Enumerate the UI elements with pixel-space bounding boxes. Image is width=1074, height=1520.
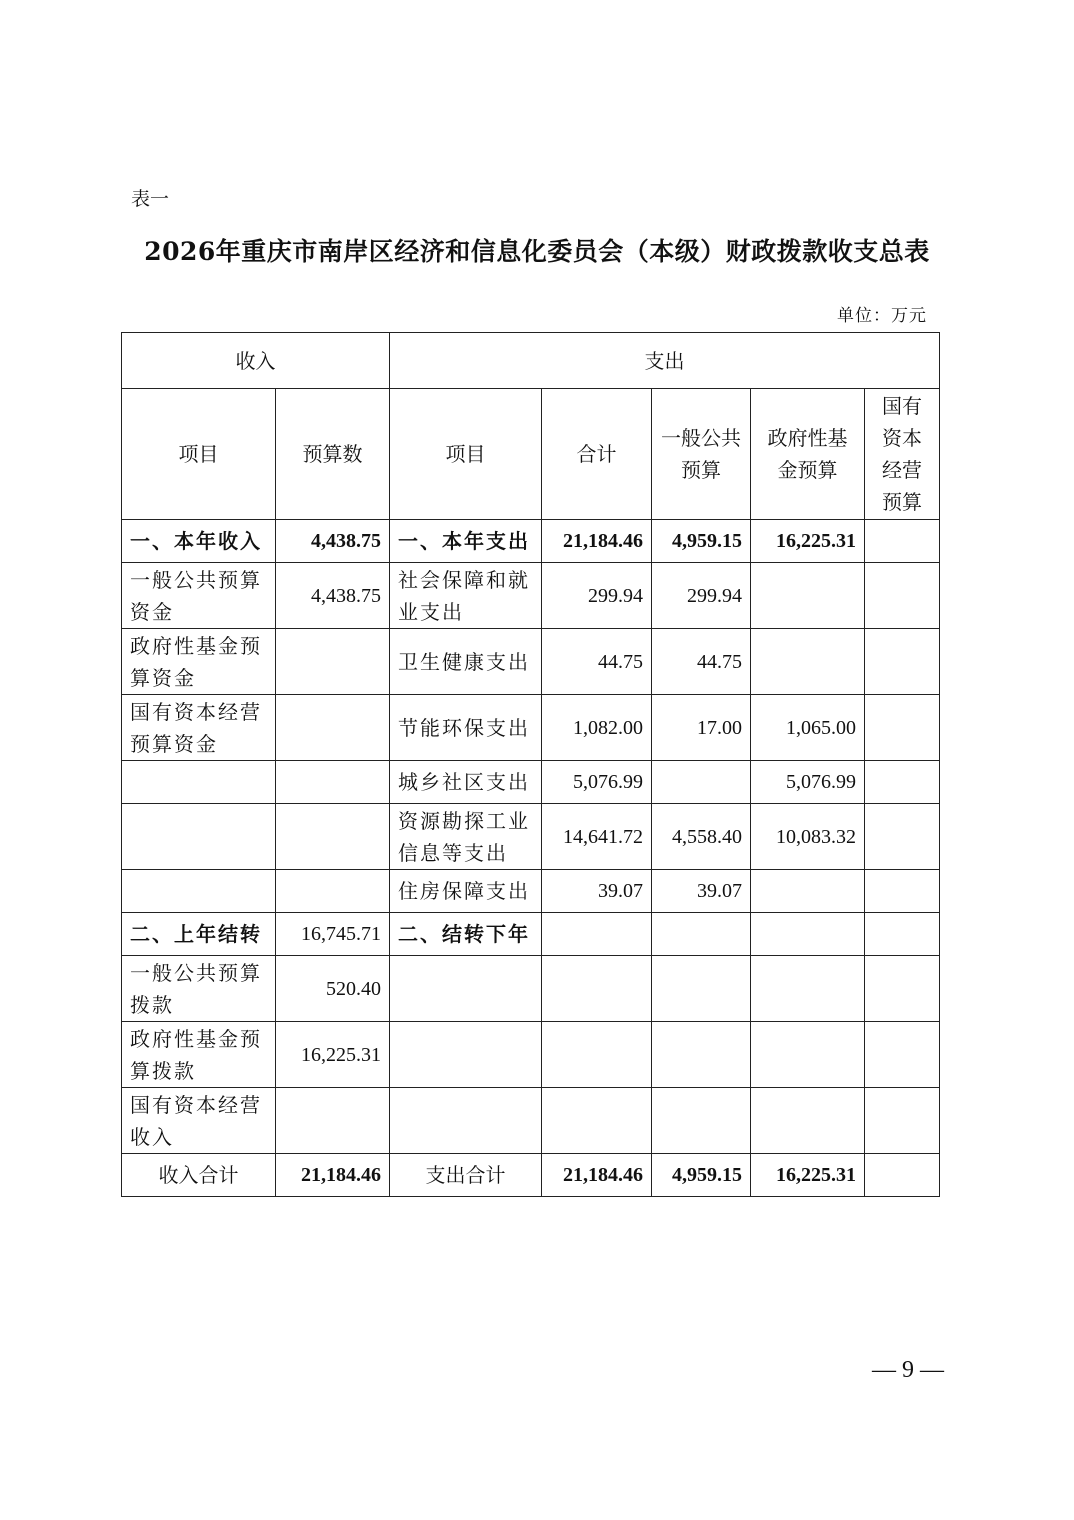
expense-item: [390, 1022, 542, 1088]
table-row: [122, 695, 940, 761]
expense-fund: 10,083.32: [751, 804, 865, 870]
income-value: [276, 761, 390, 804]
expense-fund: [751, 629, 865, 695]
income-item: 一般公共预算拨款: [122, 956, 276, 1022]
header-capital-budget: 国有资本经营预算: [865, 389, 940, 520]
table-row: [122, 629, 940, 695]
expense-capital: [865, 761, 940, 804]
expense-general: [652, 1088, 751, 1154]
expense-fund: [751, 956, 865, 1022]
income-item: [122, 870, 276, 913]
table-row: [122, 761, 940, 804]
expense-total-label: 支出合计: [390, 1154, 542, 1197]
expense-fund: [751, 870, 865, 913]
income-value: [276, 1088, 390, 1154]
table-row: [122, 520, 940, 563]
income-item: [122, 761, 276, 804]
income-value: 4,438.75: [276, 563, 390, 629]
table-row: [122, 870, 940, 913]
income-item: 一、本年收入: [122, 520, 276, 563]
header-expense: 支出: [390, 333, 940, 389]
expense-total: [542, 913, 652, 956]
header-row-columns: [122, 389, 940, 520]
header-row-groups: [122, 333, 940, 389]
expense-fund: 5,076.99: [751, 761, 865, 804]
expense-total: 5,076.99: [542, 761, 652, 804]
header-income: 收入: [122, 333, 390, 389]
expense-capital: [865, 870, 940, 913]
header-income-item: 项目: [122, 389, 276, 520]
expense-capital: [865, 520, 940, 563]
header-fund-budget: 政府性基金预算: [751, 389, 865, 520]
document-title: 2026年重庆市南岸区经济和信息化委员会（本级）财政拨款收支总表: [144, 237, 930, 266]
expense-item: 卫生健康支出: [390, 629, 542, 695]
table-row: [122, 563, 940, 629]
expense-capital: [865, 913, 940, 956]
income-value: [276, 629, 390, 695]
expense-total: 1,082.00: [542, 695, 652, 761]
income-value: [276, 695, 390, 761]
income-item: 政府性基金预算资金: [122, 629, 276, 695]
expense-total: [542, 1022, 652, 1088]
income-value: 4,438.75: [276, 520, 390, 563]
expense-capital: [865, 1022, 940, 1088]
income-total-label: 收入合计: [122, 1154, 276, 1197]
expense-fund: [751, 913, 865, 956]
expense-total: 14,641.72: [542, 804, 652, 870]
expense-item: 二、结转下年: [390, 913, 542, 956]
income-value: 16,225.31: [276, 1022, 390, 1088]
expense-capital: [865, 956, 940, 1022]
expense-capital: [865, 695, 940, 761]
table-number: 表一: [131, 188, 170, 210]
expense-total: [542, 956, 652, 1022]
expense-capital: [865, 1088, 940, 1154]
expense-item: [390, 1088, 542, 1154]
expense-capital: [865, 629, 940, 695]
expense-fund: [751, 563, 865, 629]
expense-general: 299.94: [652, 563, 751, 629]
budget-summary-table: [121, 332, 940, 1197]
income-value: [276, 870, 390, 913]
expense-total: 21,184.46: [542, 520, 652, 563]
income-item: 政府性基金预算拨款: [122, 1022, 276, 1088]
expense-item: 一、本年支出: [390, 520, 542, 563]
table-row: [122, 1022, 940, 1088]
expense-item: 资源勘探工业信息等支出: [390, 804, 542, 870]
expense-total: 299.94: [542, 563, 652, 629]
expense-item: 城乡社区支出: [390, 761, 542, 804]
header-income-budget: 预算数: [276, 389, 390, 520]
table-row: [122, 913, 940, 956]
income-item: 国有资本经营预算资金: [122, 695, 276, 761]
income-item: 一般公共预算资金: [122, 563, 276, 629]
income-value: [276, 804, 390, 870]
expense-total: [542, 1088, 652, 1154]
totals-row: [122, 1154, 940, 1197]
expense-general: [652, 761, 751, 804]
expense-general: 4,959.15: [652, 520, 751, 563]
expense-total: 21,184.46: [542, 1154, 652, 1197]
header-expense-item: 项目: [390, 389, 542, 520]
expense-capital: [865, 1154, 940, 1197]
expense-capital: [865, 804, 940, 870]
table-row: [122, 1088, 940, 1154]
income-item: 二、上年结转: [122, 913, 276, 956]
income-value: 16,745.71: [276, 913, 390, 956]
expense-item: 社会保障和就业支出: [390, 563, 542, 629]
income-item: [122, 804, 276, 870]
expense-general: 4,558.40: [652, 804, 751, 870]
expense-general: [652, 913, 751, 956]
expense-general: 17.00: [652, 695, 751, 761]
expense-general: 39.07: [652, 870, 751, 913]
expense-fund: 1,065.00: [751, 695, 865, 761]
unit-label: 单位：万元: [837, 306, 927, 326]
expense-total: 39.07: [542, 870, 652, 913]
expense-item: 节能环保支出: [390, 695, 542, 761]
expense-general: 4,959.15: [652, 1154, 751, 1197]
header-total: 合计: [542, 389, 652, 520]
expense-fund: [751, 1088, 865, 1154]
income-value: 520.40: [276, 956, 390, 1022]
expense-fund: 16,225.31: [751, 520, 865, 563]
expense-total: 44.75: [542, 629, 652, 695]
expense-general: 44.75: [652, 629, 751, 695]
income-item: 国有资本经营收入: [122, 1088, 276, 1154]
income-total-value: 21,184.46: [276, 1154, 390, 1197]
expense-fund: [751, 1022, 865, 1088]
expense-capital: [865, 563, 940, 629]
expense-general: [652, 1022, 751, 1088]
header-general-budget: 一般公共预算: [652, 389, 751, 520]
table-row: [122, 956, 940, 1022]
expense-fund: 16,225.31: [751, 1154, 865, 1197]
table-row: [122, 804, 940, 870]
expense-item: 住房保障支出: [390, 870, 542, 913]
page-number: — 9 —: [872, 1357, 944, 1383]
expense-item: [390, 956, 542, 1022]
expense-general: [652, 956, 751, 1022]
